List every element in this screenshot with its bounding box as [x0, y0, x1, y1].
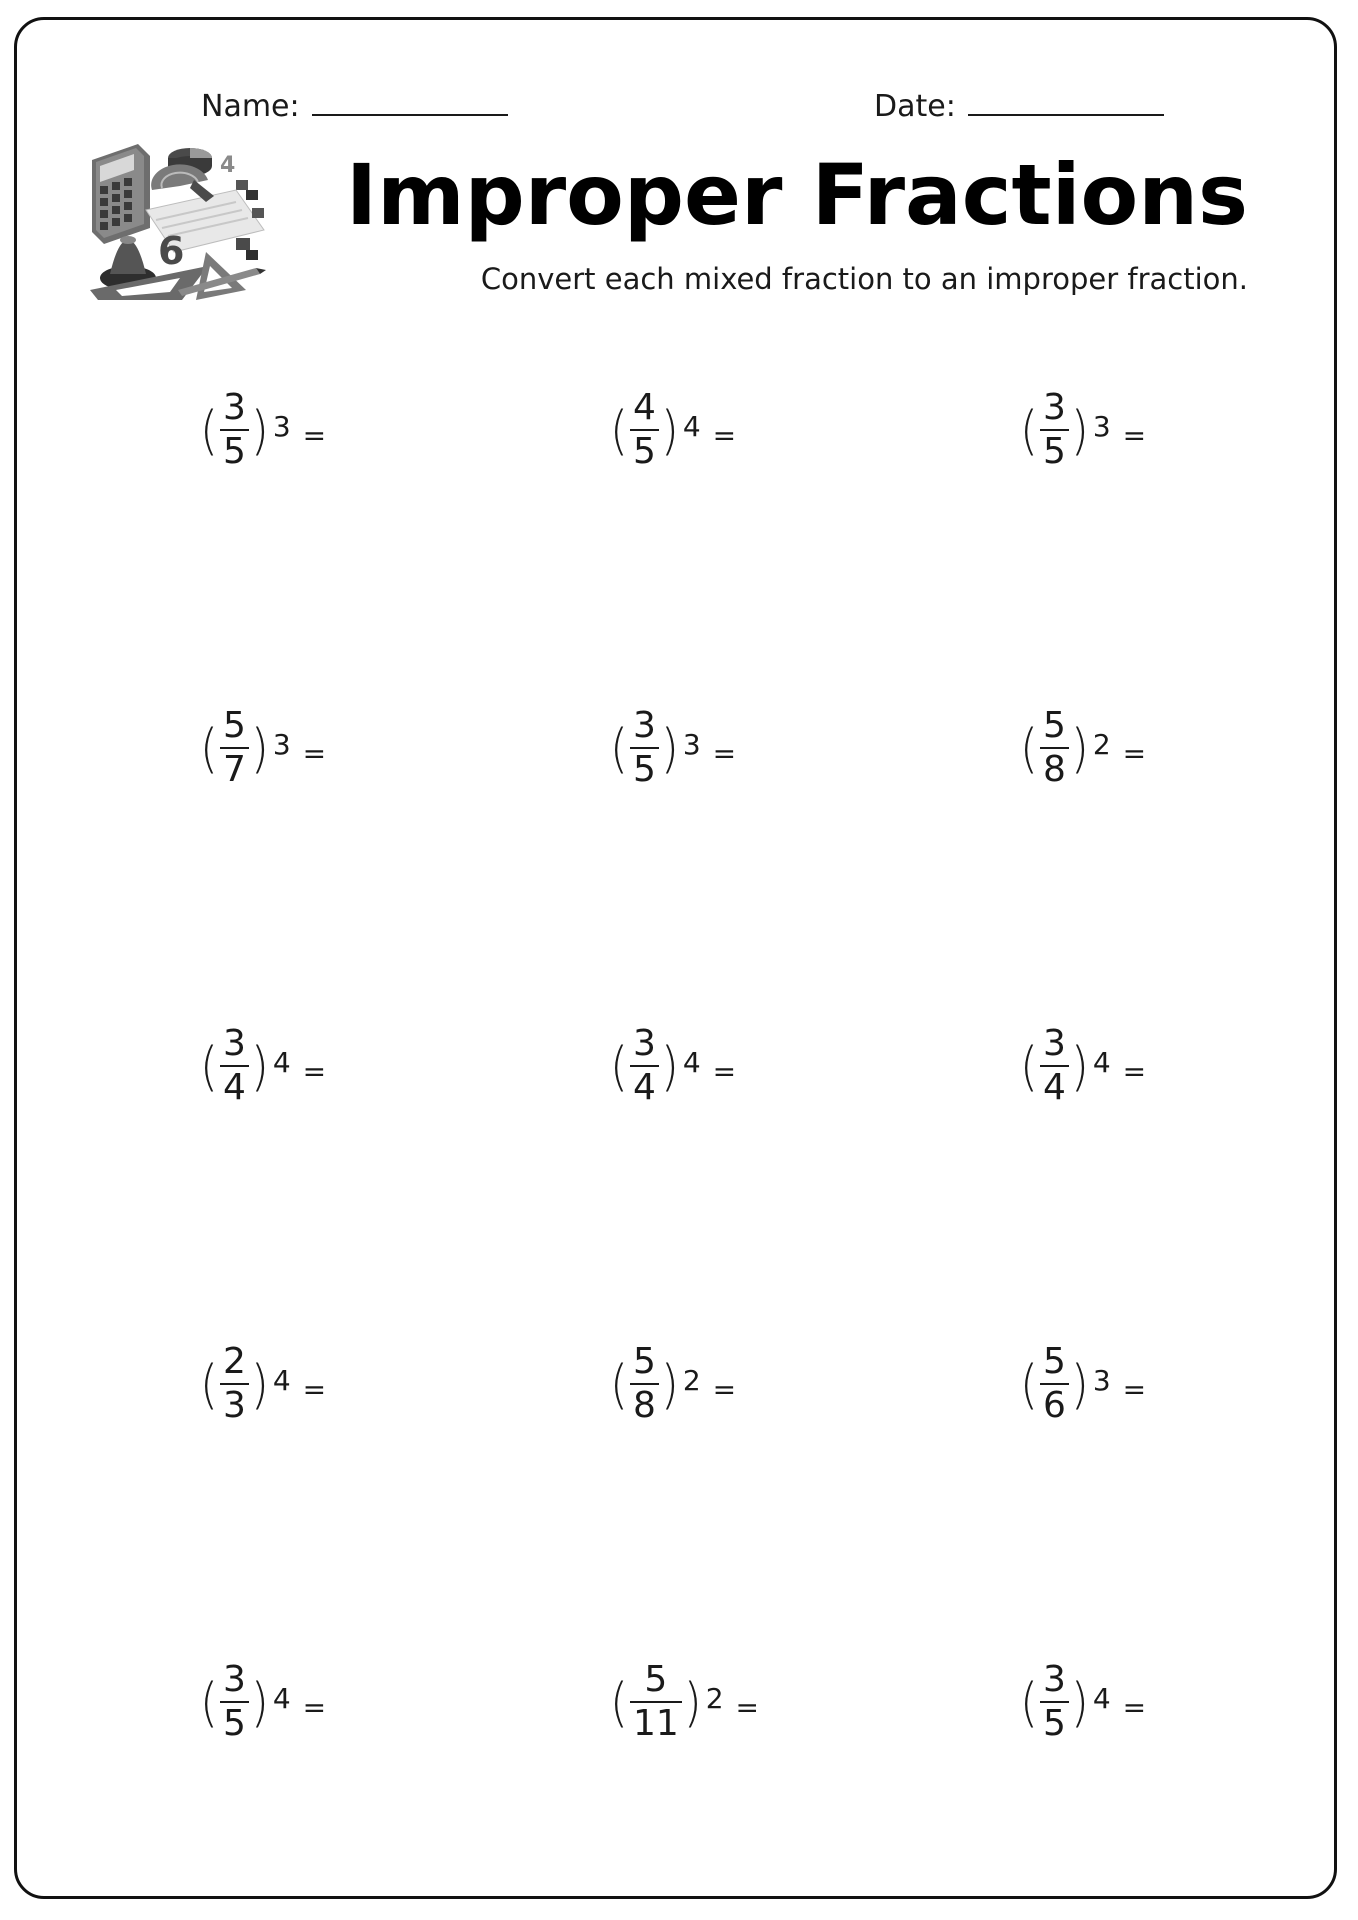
fraction-problem — [1020, 706, 1146, 790]
open-paren: ( — [610, 1352, 628, 1416]
name-field[interactable] — [201, 88, 508, 124]
numerator: 3 — [632, 1023, 656, 1064]
fraction-problem — [200, 1024, 326, 1108]
denominator: 5 — [632, 431, 656, 472]
exponent: 4 — [1092, 1046, 1111, 1079]
close-paren: ) — [660, 1352, 679, 1416]
page-title: Improper Fractions — [345, 146, 1248, 244]
open-paren: ( — [610, 1034, 628, 1098]
fraction-problem — [1020, 1660, 1146, 1744]
open-paren: ( — [1020, 1034, 1038, 1098]
fraction — [1040, 1342, 1069, 1426]
date-field[interactable] — [874, 88, 1164, 124]
fraction-problem — [200, 388, 326, 472]
close-paren: ) — [660, 398, 679, 462]
open-paren: ( — [610, 1670, 628, 1734]
problem-grid — [200, 388, 1200, 1788]
fraction — [630, 388, 659, 472]
numerator: 2 — [222, 1341, 246, 1382]
denominator: 6 — [1042, 1385, 1066, 1426]
exponent: 2 — [1092, 728, 1111, 761]
close-paren: ) — [250, 1034, 269, 1098]
date-blank-line[interactable] — [968, 88, 1164, 116]
exponent: 3 — [272, 728, 291, 761]
fraction-problem — [1020, 388, 1146, 472]
fraction-problem — [610, 1342, 736, 1426]
fraction — [1040, 1660, 1069, 1744]
equals-sign: = — [712, 418, 737, 452]
denominator: 4 — [222, 1067, 246, 1108]
fraction — [220, 1660, 249, 1744]
fraction — [220, 1342, 249, 1426]
fraction-problem — [200, 1342, 326, 1426]
close-paren: ) — [250, 716, 269, 780]
fraction-problem — [1020, 1024, 1146, 1108]
date-label: Date: — [874, 89, 956, 124]
equals-sign: = — [712, 736, 737, 770]
fraction — [630, 1342, 659, 1426]
close-paren: ) — [1070, 1034, 1089, 1098]
exponent: 4 — [272, 1364, 291, 1397]
svg-text:6: 6 — [158, 229, 185, 273]
numerator: 3 — [222, 1659, 246, 1700]
close-paren: ) — [660, 1034, 679, 1098]
exponent: 3 — [682, 728, 701, 761]
equals-sign: = — [1122, 1690, 1147, 1724]
exponent: 4 — [682, 410, 701, 443]
fraction — [630, 1024, 659, 1108]
exponent: 3 — [1092, 410, 1111, 443]
open-paren: ( — [200, 1670, 218, 1734]
equals-sign: = — [712, 1372, 737, 1406]
instructions-text: Convert each mixed fraction to an improper fraction. — [480, 262, 1248, 296]
math-tools-illustration-icon — [86, 140, 268, 310]
close-paren: ) — [660, 716, 679, 780]
exponent: 4 — [682, 1046, 701, 1079]
fraction — [630, 1660, 682, 1744]
exponent: 4 — [1092, 1682, 1111, 1715]
close-paren: ) — [683, 1670, 702, 1734]
close-paren: ) — [250, 1352, 269, 1416]
denominator: 8 — [1042, 749, 1066, 790]
exponent: 4 — [272, 1046, 291, 1079]
fraction-problem — [610, 706, 736, 790]
numerator: 5 — [644, 1659, 668, 1700]
fraction — [220, 1024, 249, 1108]
numerator: 3 — [632, 705, 656, 746]
name-label: Name: — [201, 89, 300, 124]
equals-sign: = — [1122, 736, 1147, 770]
fraction — [1040, 1024, 1069, 1108]
open-paren: ( — [200, 716, 218, 780]
open-paren: ( — [610, 716, 628, 780]
fraction — [1040, 388, 1069, 472]
calculator-icon — [92, 144, 150, 244]
numerator: 3 — [1042, 387, 1066, 428]
exponent: 3 — [1092, 1364, 1111, 1397]
denominator: 5 — [1042, 1703, 1066, 1744]
fraction-problem — [200, 1660, 326, 1744]
exponent: 2 — [705, 1682, 724, 1715]
exponent: 2 — [682, 1364, 701, 1397]
fraction-problem — [610, 1660, 759, 1744]
equals-sign: = — [302, 418, 327, 452]
numerator: 4 — [632, 387, 656, 428]
equals-sign: = — [1122, 1054, 1147, 1088]
open-paren: ( — [200, 1034, 218, 1098]
numerator: 3 — [1042, 1023, 1066, 1064]
equals-sign: = — [1122, 418, 1147, 452]
equals-sign: = — [302, 1372, 327, 1406]
numerator: 3 — [222, 1023, 246, 1064]
close-paren: ) — [1070, 398, 1089, 462]
numerator: 3 — [222, 387, 246, 428]
fraction — [1040, 706, 1069, 790]
denominator: 3 — [222, 1385, 246, 1426]
close-paren: ) — [250, 1670, 269, 1734]
open-paren: ( — [200, 1352, 218, 1416]
fraction-problem — [200, 706, 326, 790]
exponent: 3 — [272, 410, 291, 443]
numerator: 5 — [222, 705, 246, 746]
denominator: 7 — [222, 749, 246, 790]
svg-text:4: 4 — [220, 153, 236, 178]
denominator: 4 — [632, 1067, 656, 1108]
open-paren: ( — [610, 398, 628, 462]
fraction-problem — [610, 388, 736, 472]
exponent: 4 — [272, 1682, 291, 1715]
denominator: 5 — [222, 1703, 246, 1744]
equals-sign: = — [735, 1690, 760, 1724]
equals-sign: = — [302, 736, 327, 770]
name-blank-line[interactable] — [312, 88, 508, 116]
denominator: 4 — [1042, 1067, 1066, 1108]
equals-sign: = — [1122, 1372, 1147, 1406]
fraction — [220, 706, 249, 790]
fraction-problem — [610, 1024, 736, 1108]
numerator: 5 — [1042, 705, 1066, 746]
numerator: 3 — [1042, 1659, 1066, 1700]
open-paren: ( — [1020, 1352, 1038, 1416]
fraction — [630, 706, 659, 790]
equals-sign: = — [712, 1054, 737, 1088]
fraction — [220, 388, 249, 472]
close-paren: ) — [250, 398, 269, 462]
denominator: 11 — [632, 1703, 679, 1744]
close-paren: ) — [1070, 1670, 1089, 1734]
equals-sign: = — [302, 1054, 327, 1088]
close-paren: ) — [1070, 1352, 1089, 1416]
denominator: 8 — [632, 1385, 656, 1426]
equals-sign: = — [302, 1690, 327, 1724]
denominator: 5 — [1042, 431, 1066, 472]
fraction-problem — [1020, 1342, 1146, 1426]
open-paren: ( — [1020, 716, 1038, 780]
open-paren: ( — [1020, 398, 1038, 462]
numerator: 5 — [632, 1341, 656, 1382]
open-paren: ( — [1020, 1670, 1038, 1734]
numerator: 5 — [1042, 1341, 1066, 1382]
denominator: 5 — [222, 431, 246, 472]
denominator: 5 — [632, 749, 656, 790]
close-paren: ) — [1070, 716, 1089, 780]
open-paren: ( — [200, 398, 218, 462]
